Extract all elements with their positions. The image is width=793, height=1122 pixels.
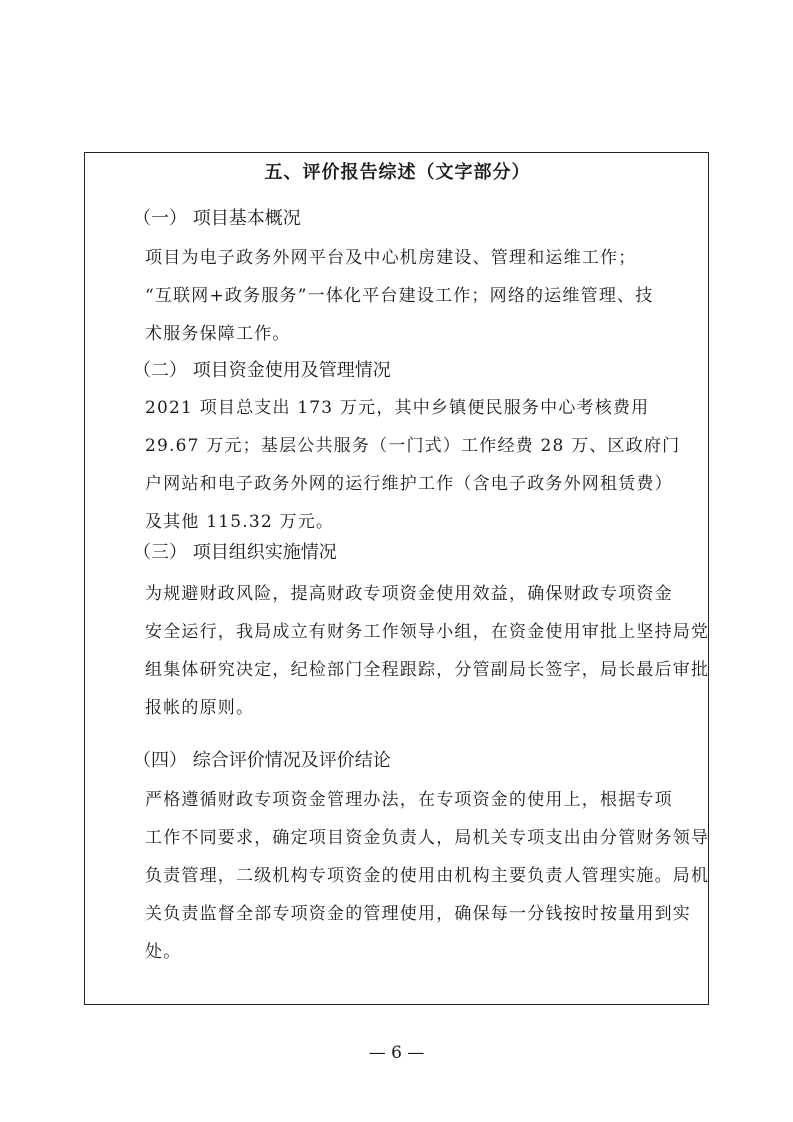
text-line: 为规避财政风险，提高财政专项资金使用效益，确保财政专项资金 (145, 584, 673, 604)
paragraph-evaluation-conclusion (145, 781, 710, 971)
text-line: 严格遵循财政专项资金管理办法，在专项资金的使用上，根据专项 (145, 790, 673, 810)
paragraph-project-overview (145, 239, 705, 353)
text-line: 安全运行，我局成立有财务工作领导小组，在资金使用审批上坚持局党 (145, 622, 710, 642)
text-line: 项目为电子政务外网平台及中心机房建设、管理和运维工作； (145, 248, 637, 268)
report-summary-box (84, 152, 709, 1005)
text-line: 处。 (145, 942, 182, 962)
text-line: 负责管理，二级机构专项资金的使用由机构主要负责人管理实施。局机 (145, 866, 710, 886)
text-line: 工作不同要求，确定项目资金负责人，局机关专项支出由分管财务领导 (145, 828, 710, 848)
text-line: 术服务保障工作。 (145, 324, 291, 344)
paragraph-implementation (145, 575, 710, 727)
heading-evaluation-conclusion: （四） 综合评价情况及评价结论 (133, 750, 391, 771)
text-line: 组集体研究决定，纪检部门全程跟踪，分管副局长签字，局长最后审批 (145, 660, 710, 680)
heading-project-overview: （一） 项目基本概况 (133, 208, 301, 229)
text-line: 关负责监督全部专项资金的管理使用，确保每一分钱按时按量用到实 (145, 904, 691, 924)
heading-funds-usage: （二） 项目资金使用及管理情况 (133, 360, 391, 381)
text-line: 29.67 万元；基层公共服务（一门式）工作经费 28 万、区政府门 (145, 436, 681, 456)
section-title: 五、评价报告综述（文字部分） (264, 162, 531, 183)
text-line: 及其他 115.32 万元。 (145, 512, 335, 532)
heading-implementation: （三） 项目组织实施情况 (133, 542, 337, 563)
text-line: “互联网+政务服务”一体化平台建设工作；网络的运维管理、技 (145, 286, 654, 306)
text-line: 户网站和电子政务外网的运行维护工作（含电子政务外网租赁费） (145, 474, 673, 494)
paragraph-funds-usage (145, 389, 705, 541)
page-number: — 6 — (368, 1043, 425, 1063)
text-line: 报帐的原则。 (145, 698, 255, 718)
text-line: 2021 项目总支出 173 万元，其中乡镇便民服务中心考核费用 (145, 398, 650, 418)
